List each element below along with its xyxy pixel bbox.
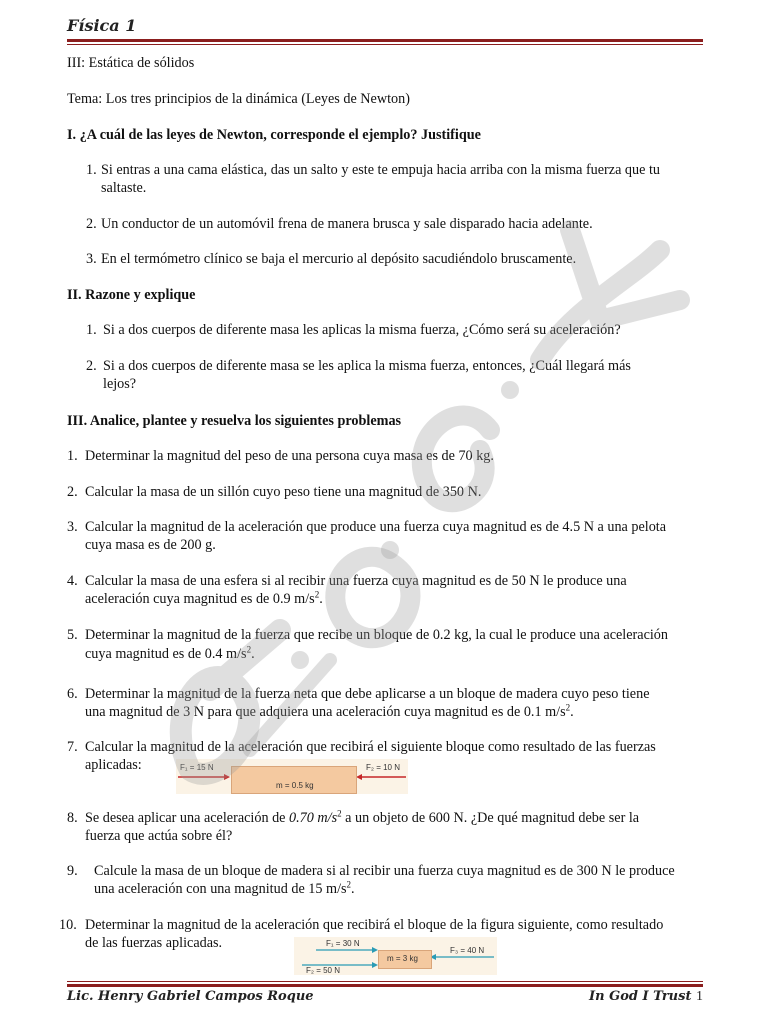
force-diagram-2 — [294, 937, 497, 975]
footer-author: Lic. Henry Gabriel Campos Roque — [67, 989, 314, 1004]
mass-label: m = 3 kg — [387, 954, 418, 963]
force-diagram-1 — [176, 759, 408, 794]
section3-heading: III. Analice, plantee y resuelva los siguientes problemas — [67, 413, 402, 429]
mass-label: m = 0.5 kg — [276, 781, 314, 790]
f1-label: F₁ = 15 N — [180, 763, 214, 772]
footer-motto: In God I Trust 1 — [589, 989, 703, 1004]
page-content: III: Estática de sólidos Tema: Los tres principios de la dinámica (Leyes de Newton) I. ¿A cuál de las leyes de Newton, corresponde el ejemplo? Justifique 1. Si entras a una cama elástica, das un salto y este te empuja hacia arriba con la misma fuerza que tu saltaste. 2. Un conductor de un automóvil frena de manera brusca y sale disparado hacia adelante. 3. En el termómetro clínico se baja el mercurio al depósito sacudiéndolo bruscamente. II. Razone y explique 1. Si a dos cuerpos de diferente masa les aplicas la misma fuerza, ¿Cómo será su aceleración? 2. Si a dos cuerpos de diferente masa se les aplica la misma fuerza, entonces, ¿Cuál llegará más lejos? III. Analice, plantee y resuelva los siguientes problemas 1. Determinar la magnitud del peso de una persona cuya masa es de 70 kg. 2. Calcular la masa de un sillón cuyo peso tiene una magnitud de 350 N. 3. Calcular la magnitud de la aceleración que produce una fuerza cuya magnitud es de 4.5 N a una pelota cuya masa es de 200 g. 4. Calcular la masa de una esfera si al recibir una fuerza cuya magnitud es de 50 N le produce una aceleración cuya magnitud es de 0.9 $m/s^2$. 5. Determinar la magnitud de la fuerza que recibe un bloque de 0.2 kg, la cual le produce una aceleración cuya magnitud es de 0.4 $m/s^2$. 6. Determinar la magnitud de la fuerza neta que debe aplicarse a un bloque de madera cuyo peso tiene una magnitud de 3 N para que adquiera una aceleración cuya magnitud es de 0.1 $m/s^2$. 7. Calcular la magnitud de la aceleración que recibirá el siguiente bloque como resultado de las fuerzas aplicadas: 8. Se desea aplicar una aceleración de 0.70 $m/s^2$ a un objeto de 600 N. ¿De qué magnitud debe ser la fuerza que actúa sobre él? 9. Calcule la masa de un bloque de madera si al recibir una fuerza cuya magnitud es de 300 N le produce una aceleración con una magnitud de 15 $m/s^2$. 10. Determinar la magnitud de la aceleración que recibirá el bloque de la figura siguiente, como resultado de las fuerzas aplicadas. — [59, 55, 675, 951]
section2-heading: II. Razone y explique — [67, 287, 196, 303]
topic-title: Tema: Los tres principios de la dinámica (Leyes de Newton) — [67, 91, 410, 107]
f2-label: F₂ = 50 N — [306, 966, 341, 975]
header-title: Física 1 — [67, 16, 137, 35]
unit-title: III: Estática de sólidos — [67, 55, 195, 71]
f2-label: F₂ = 10 N — [366, 763, 401, 772]
footer-rule-thin — [67, 981, 703, 982]
section1-heading: I. ¿A cuál de las leyes de Newton, corresponde el ejemplo? Justifique — [67, 127, 481, 143]
f1-arrowhead — [224, 774, 230, 780]
footer-rule-thick — [67, 984, 703, 987]
page-number: 1 — [696, 989, 703, 1004]
f1-label: F₁ = 30 N — [326, 939, 360, 948]
f3-label: F₃ = 40 N — [450, 946, 485, 955]
